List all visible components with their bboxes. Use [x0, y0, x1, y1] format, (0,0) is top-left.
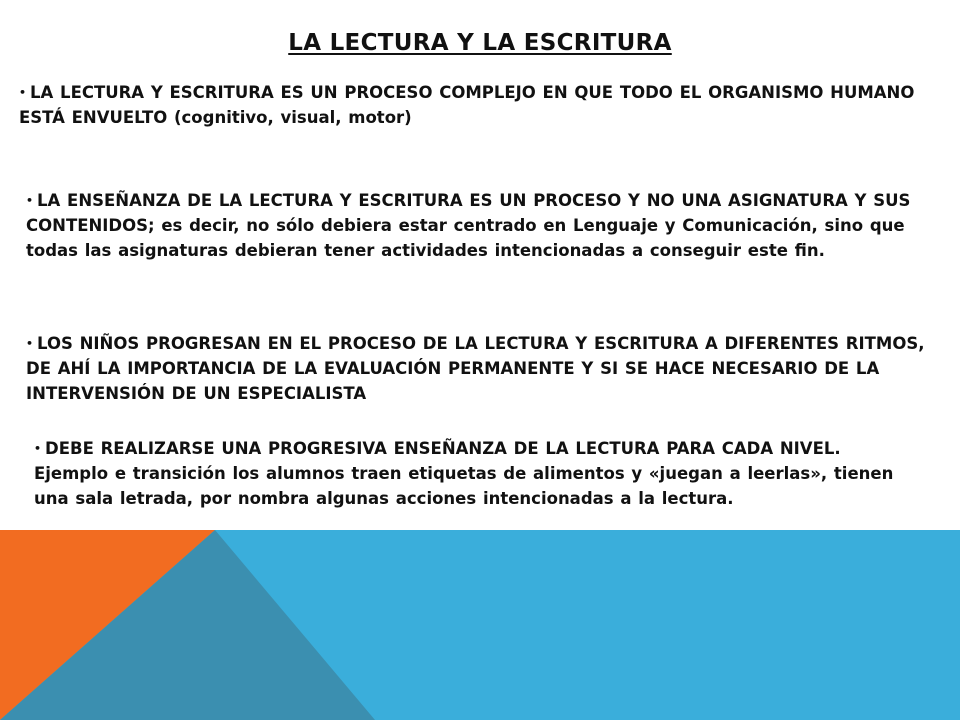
slide-title: LA LECTURA Y LA ESCRITURA — [288, 30, 672, 56]
paragraph-caps-text: LA ENSEÑANZA DE LA LECTURA Y ESCRITURA ES UN PROCESO Y NO UNA ASIGNATURA Y SUS CONTENIDOS; — [26, 191, 911, 235]
bullet-paragraph — [34, 436, 914, 511]
paragraph-caps-text: DEBE REALIZARSE UNA PROGRESIVA ENSEÑANZA DE LA LECTURA PARA CADA NIVEL. — [45, 439, 841, 458]
paragraph-caps-text: LA LECTURA Y ESCRITURA ES UN PROCESO COMPLEJO EN QUE TODO EL ORGANISMO HUMANO ESTÁ ENVUELTO — [19, 83, 915, 127]
bullet-icon: • — [26, 194, 34, 207]
bullet-icon: • — [34, 442, 42, 455]
bullet-paragraph — [26, 331, 936, 406]
paragraph-caps-text: LOS NIÑOS PROGRESAN EN EL PROCESO DE LA LECTURA Y ESCRITURA A DIFERENTES RITMOS, DE AHÍ LA IMPORTANCIA DE LA EVALUACIÓN PERMANENTE Y SI SE HACE NECESARIO DE LA INTERVENSIÓN DE UN ESPECIALISTA — [26, 334, 925, 403]
bullet-icon: • — [26, 337, 34, 350]
teal-triangle — [0, 530, 375, 720]
bullet-paragraph — [19, 80, 939, 130]
bullet-paragraph — [26, 188, 936, 263]
blue-band — [0, 530, 960, 720]
bullet-icon: • — [19, 86, 27, 99]
orange-triangle — [0, 530, 215, 720]
paragraph-text: Ejemplo e transición los alumnos traen etiquetas de alimentos y «juegan a leerlas», tienen una sala letrada, por nombra algunas acciones intencionadas a la lectura. — [34, 464, 894, 508]
paragraph-text: es decir, no sólo debiera estar centrado en Lenguaje y Comunicación, sino que todas las asignaturas debieran tener actividades intencionadas a conseguir este fin. — [26, 216, 905, 260]
paragraph-text: (cognitivo, visual, motor) — [167, 108, 412, 127]
